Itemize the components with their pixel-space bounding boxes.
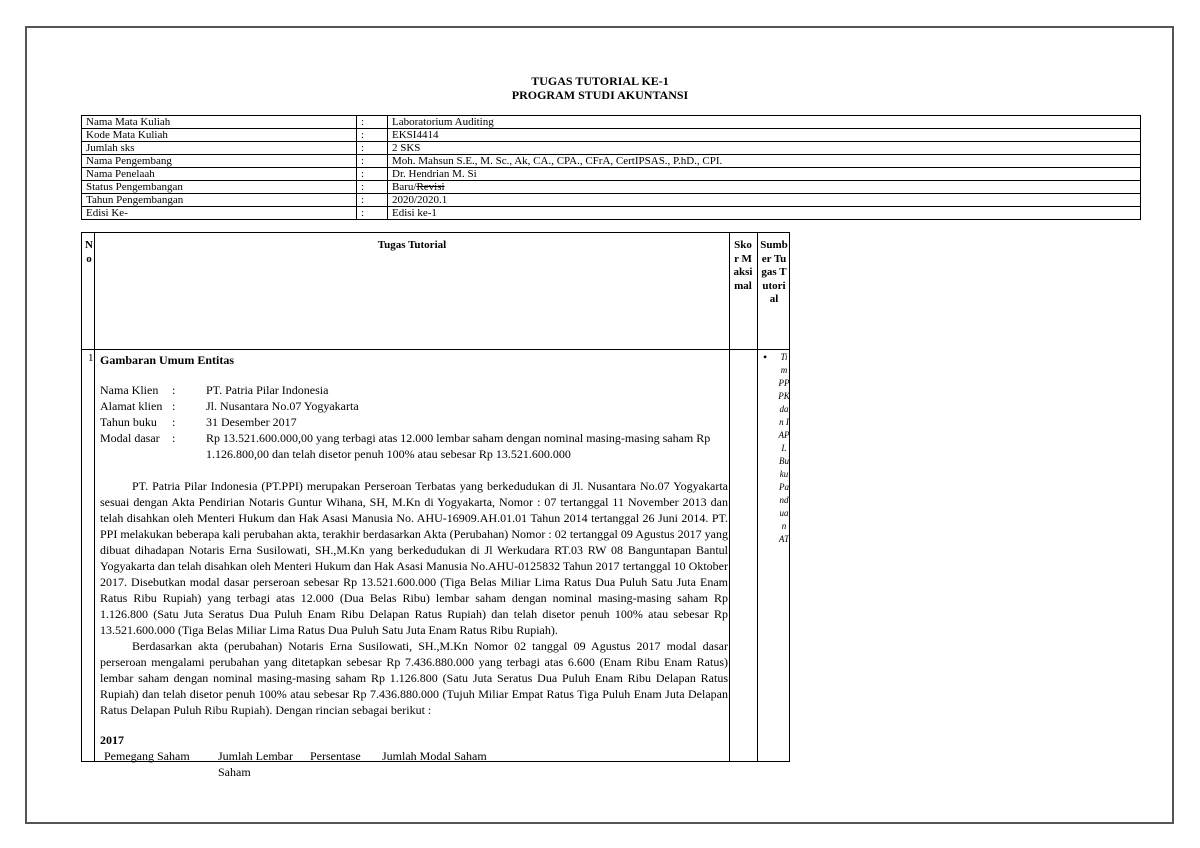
- page-subtitle: PROGRAM STUDI AKUNTANSI: [511, 88, 689, 102]
- info-separator: :: [357, 207, 388, 220]
- info-label: Kode Mata Kuliah: [82, 129, 357, 142]
- client-details: [100, 382, 728, 462]
- info-value-text: Edisi ke-1: [392, 207, 437, 219]
- header-source: Sumber Tugas Tutorial: [760, 239, 788, 305]
- info-separator: :: [357, 168, 388, 181]
- client-colon: :: [172, 399, 176, 413]
- info-row: [82, 129, 1141, 142]
- info-label: Tahun Pengembangan: [82, 194, 357, 207]
- info-value-text: Laboratorium Auditing: [392, 116, 494, 128]
- info-row: [82, 168, 1141, 181]
- info-separator: :: [357, 116, 388, 129]
- client-value: Rp 13.521.600.000,00 yang terbagi atas 12.000 lembar saham dengan nominal masing-masing saham Rp 1.126.800,00 dan telah disetor penuh 100% atau sebesar Rp 13.521.600.000: [206, 431, 711, 461]
- info-label: Nama Penelaah: [82, 168, 357, 181]
- page-title: TUGAS TUTORIAL KE-1: [531, 74, 669, 88]
- col-shareholder: Pemegang Saham: [104, 749, 190, 763]
- client-colon: :: [172, 383, 176, 397]
- section-title: Gambaran Umum Entitas: [100, 353, 235, 367]
- info-value-text: Baru/: [392, 181, 417, 193]
- info-separator: :: [357, 142, 388, 155]
- year-heading: 2017: [100, 733, 124, 747]
- col-capital-amount: Jumlah Modal Saham: [382, 749, 487, 763]
- client-row: [100, 382, 728, 398]
- column-divider: [94, 233, 95, 761]
- info-label: Status Pengembangan: [82, 181, 357, 194]
- info-separator: :: [357, 129, 388, 142]
- client-value: Jl. Nusantara No.07 Yogyakarta: [206, 399, 359, 413]
- info-row: [82, 194, 1141, 207]
- capital-change-paragraph: Berdasarkan akta (perubahan) Notaris Erna Susilowati, SH.,M.Kn Nomor 02 tanggal 09 Agustus 2017 modal dasar perseroan mengalami perubahan yang ditetapkan sebesar Rp 7.436.880.000 yang terbagi atas 6.600 (Enam Ribu Enam Ratus) lembar saham dengan nominal masing-masing saham Rp 1.126.800 (Satu Juta Seratus Dua Puluh Enam Ribu Delapan Ratus Rupiah) dan telah disetor penuh 100% atau sebesar Rp 7.436.880.000 (Tujuh Miliar Empat Ratus Tiga Puluh Enam Juta Delapan Ratus Delapan Puluh Ribu Rupiah). Dengan rincian sebagai berikut :: [100, 639, 728, 717]
- info-row: [82, 181, 1141, 194]
- info-value-text: 2020/2020.1: [392, 194, 448, 206]
- col-share-count: Jumlah Lembar Saham: [218, 749, 293, 779]
- client-colon: :: [172, 415, 176, 429]
- task-content: [100, 349, 728, 780]
- info-row: [82, 142, 1141, 155]
- client-value: PT. Patria Pilar Indonesia: [206, 383, 329, 397]
- client-key: Tahun buku: [100, 415, 157, 429]
- column-divider: [757, 233, 758, 761]
- info-label: Edisi Ke-: [82, 207, 357, 220]
- info-value: [388, 194, 1141, 207]
- source-text: Tim PPPK dan IAPI. Buku Panduan AT: [778, 352, 790, 544]
- info-value: [388, 168, 1141, 181]
- info-value: [388, 142, 1141, 155]
- info-separator: :: [357, 155, 388, 168]
- info-value-text: EKSI4414: [392, 129, 439, 141]
- info-value: [388, 181, 1141, 194]
- client-key: Alamat klien: [100, 399, 163, 413]
- tutorial-table: [81, 232, 790, 779]
- company-paragraph: PT. Patria Pilar Indonesia (PT.PPI) merupakan Perseroan Terbatas yang berkedudukan di Jl. Nusantara No.07 Yogyakarta sesuai dengan Akta Pendirian Notaris Guntur Wihana, SH, M.Kn di Yogyakarta, Nomor : 07 tertanggal 11 November 2013 dan telah disahkan oleh Menteri Hukum dan Hak Asasi Manusia No. AHU-16909.AH.01.01 Tahun 2014 tertanggal 26 Juni 2014. PT. PPI melakukan beberapa kali perubahan akta, terakhir berdasarkan Akta (Perubahan) Nomor : 02 tertanggal 09 Agustus 2017 yang dibuat dihadapan Notaris Erna Susilowati, SH.,M.Kn yang berkedudukan di Jl Werkudara RT.03 RW 08 Banguntapan Bantul Yogyakarta dan telah disahkan oleh Menteri Hukum dan Hak Asasi Manusia No.AHU-0125832 Tahun 2017 tertanggal 10 Oktober 2017. Disebutkan modal dasar perseroan sebesar Rp 13.521.600.000 (Tiga Belas Miliar Lima Ratus Dua Puluh Satu Juta Enam Ratus Ribu Rupiah) yang terbagi atas 12.000 (Dua Belas Ribu) lembar saham dengan nominal masing-masing saham Rp 1.126.800 (Satu Juta Seratus Dua Puluh Enam Ribu Delapan Ratus Rupiah) dan telah disetor penuh 100% atau sebesar Rp 13.521.600.000 (Tiga Belas Miliar Lima Ratus Dua Puluh Satu Juta Enam Ratus Ribu Rupiah).: [100, 479, 728, 637]
- info-label: Nama Pengembang: [82, 155, 357, 168]
- info-value-text: Moh. Mahsun S.E., M. Sc., Ak, CA., CPA., CFrA, CertIPSAS., P.hD., CPI.: [392, 155, 723, 167]
- shareholder-columns: [104, 748, 728, 780]
- info-value-struck: Revisi: [416, 181, 445, 193]
- info-label: Jumlah sks: [82, 142, 357, 155]
- info-row: [82, 116, 1141, 129]
- client-row: [100, 430, 728, 462]
- header-score: Skor Maksimal: [733, 239, 753, 292]
- row-number: 1: [88, 352, 94, 364]
- course-info-table: [81, 115, 1141, 220]
- client-value: 31 Desember 2017: [206, 415, 297, 429]
- header-task: Tugas Tutorial: [377, 239, 447, 251]
- info-separator: :: [357, 181, 388, 194]
- info-value: [388, 129, 1141, 142]
- info-value: [388, 155, 1141, 168]
- col-percentage: Persentase: [310, 749, 361, 763]
- bullet-icon: •: [763, 350, 768, 364]
- info-row: [82, 207, 1141, 220]
- info-label: Nama Mata Kuliah: [82, 116, 357, 129]
- client-row: [100, 398, 728, 414]
- info-row: [82, 155, 1141, 168]
- info-separator: :: [357, 194, 388, 207]
- client-colon: :: [172, 431, 176, 445]
- info-value-text: 2 SKS: [392, 142, 421, 154]
- client-key: Nama Klien: [100, 383, 159, 397]
- client-row: [100, 414, 728, 430]
- info-value-text: Dr. Hendrian M. Si: [392, 168, 477, 180]
- info-value: [388, 116, 1141, 129]
- client-key: Modal dasar: [100, 431, 160, 445]
- column-divider: [729, 233, 730, 761]
- info-value: [388, 207, 1141, 220]
- header-no: No: [85, 239, 93, 265]
